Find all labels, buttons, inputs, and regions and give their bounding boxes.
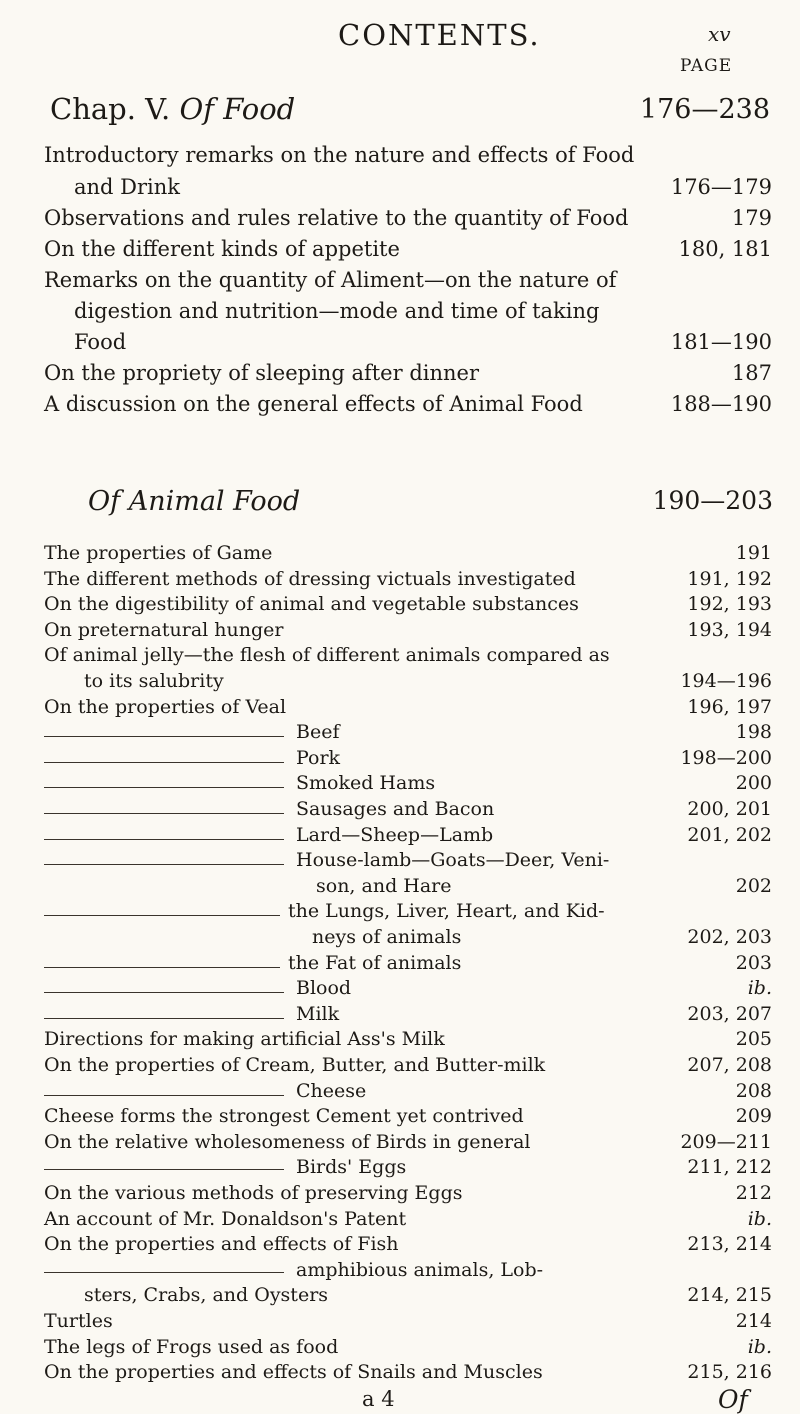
entry-pages: 192, 193 [687, 593, 772, 616]
toc-entry [44, 1052, 772, 1078]
entry-text: House-lamb—Goats—Deer, Veni- [296, 849, 610, 872]
entry-pages: 212 [735, 1182, 772, 1204]
entry-pages: 214, 215 [687, 1284, 772, 1307]
entry-pages: ib. [747, 977, 772, 1000]
toc-entry [44, 617, 772, 643]
entry-pages: 213, 214 [687, 1233, 772, 1256]
toc-entry [44, 745, 772, 771]
toc-entry [44, 327, 772, 357]
toc-entry [44, 389, 772, 419]
entry-pages: 179 [731, 206, 772, 230]
entry-text: On the properties and effects of Fish [44, 1233, 399, 1256]
entry-text: Food [74, 330, 127, 354]
chapter-title: Of Food [179, 92, 296, 126]
toc-entry [44, 234, 772, 264]
ditto-rule [44, 967, 280, 968]
entry-text: An account of Mr. Donaldson's Patent [44, 1207, 407, 1230]
entry-text: On the relative wholesomeness of Birds in general [44, 1130, 531, 1153]
entry-pages: 207, 208 [687, 1054, 772, 1076]
chapter-heading [50, 92, 770, 136]
toc-entry [44, 1334, 772, 1360]
entry-text: On the different kinds of appetite [44, 237, 400, 261]
ditto-rule [44, 1095, 284, 1096]
toc-entry [44, 770, 772, 796]
entry-text: Birds' Eggs [296, 1156, 407, 1179]
entry-pages: 193, 194 [687, 618, 772, 641]
toc-entry [44, 1257, 772, 1283]
entry-text: Observations and rules relative to the quantity of Food [44, 206, 629, 230]
entry-text: and Drink [74, 175, 181, 199]
toc-entry [44, 1206, 772, 1232]
toc-entry [44, 1359, 772, 1385]
section-heading [88, 486, 773, 526]
ditto-rule [44, 839, 284, 840]
ditto-rule [44, 787, 284, 788]
entry-pages: 200 [735, 772, 772, 795]
entry-text: A discussion on the general effects of Animal Food [44, 392, 583, 416]
toc-entry [44, 566, 772, 592]
running-title: CONTENTS. [338, 18, 541, 52]
entry-pages: 201, 202 [687, 823, 772, 846]
toc-entry [44, 796, 772, 822]
toc-entry [44, 172, 772, 202]
entry-text: On the digestibility of animal and vegetable substances [44, 593, 579, 616]
toc-entry [44, 1026, 772, 1052]
entry-pages: 203, 207 [687, 1002, 772, 1025]
entry-text: neys of animals [312, 926, 462, 948]
ditto-rule [44, 915, 280, 916]
running-head [0, 8, 800, 76]
entry-text: Milk [296, 1002, 340, 1025]
toc-entry [44, 975, 772, 1001]
entry-text: Smoked Hams [296, 772, 436, 795]
entry-pages: 180, 181 [678, 237, 772, 261]
toc-entry [44, 924, 772, 950]
entry-text: On the properties of Cream, Butter, and Butter-milk [44, 1054, 546, 1076]
toc-entry [44, 296, 772, 326]
entry-text: Beef [296, 721, 340, 744]
ditto-rule [44, 813, 284, 814]
ditto-rule [44, 762, 284, 763]
entry-pages: 200, 201 [687, 798, 772, 820]
toc-entry [44, 950, 772, 976]
toc-entry [44, 1231, 772, 1257]
toc-entry [44, 668, 772, 694]
entry-text: Of animal jelly—the flesh of different animals compared as [44, 644, 610, 667]
entry-pages: 194—196 [680, 670, 772, 692]
entry-pages: 198 [735, 721, 772, 744]
page-column-label: PAGE [680, 56, 733, 76]
entry-pages: 187 [731, 361, 772, 385]
entry-pages: 209—211 [680, 1130, 772, 1153]
toc-entry [44, 719, 772, 745]
section-title: Of Animal Food [88, 486, 301, 517]
entry-text: Directions for making artificial Ass's Milk [44, 1028, 445, 1051]
catchword: Of [718, 1384, 748, 1414]
toc-entry [44, 265, 772, 295]
entry-text: to its salubrity [84, 670, 224, 692]
entry-text: The different methods of dressing victuals investigated [44, 567, 576, 590]
ditto-rule [44, 736, 284, 737]
toc-entry [44, 642, 772, 668]
folio-number: xv [708, 22, 731, 46]
chapter-pages: 176—238 [639, 94, 770, 125]
entry-text: the Fat of animals [288, 951, 462, 974]
toc-entry [44, 847, 772, 873]
entry-text: son, and Hare [316, 874, 452, 897]
ditto-rule [44, 1169, 284, 1170]
ditto-rule [44, 864, 284, 865]
entry-text: Remarks on the quantity of Aliment—on the nature of [44, 268, 617, 292]
entry-pages: ib. [747, 1207, 772, 1230]
toc-entry [44, 1078, 772, 1104]
signature-mark: a 4 [362, 1386, 395, 1411]
entry-text: The properties of Game [44, 542, 273, 564]
ditto-rule [44, 992, 284, 993]
toc-entry [44, 822, 772, 848]
entry-pages: 188—190 [670, 392, 772, 416]
entry-text: Lard—Sheep—Lamb [296, 823, 494, 846]
toc-entry [44, 1103, 772, 1129]
entry-pages: 198—200 [680, 746, 772, 769]
entry-text: amphibious animals, Lob- [296, 1258, 544, 1281]
entry-text: Blood [296, 977, 352, 1000]
toc-entry [44, 358, 772, 388]
entry-pages: 191 [735, 542, 772, 564]
entry-text: On preternatural hunger [44, 618, 284, 641]
toc-entry [44, 1308, 772, 1334]
entry-text: Turtles [44, 1310, 113, 1332]
entry-pages: 181—190 [670, 330, 772, 354]
entry-pages: 209 [735, 1105, 772, 1128]
toc-entry [44, 694, 772, 720]
toc-entry [44, 1001, 772, 1027]
toc-entry [44, 873, 772, 899]
entry-pages: 202, 203 [687, 926, 772, 948]
entry-pages: 196, 197 [687, 695, 772, 718]
entry-text: sters, Crabs, and Oysters [84, 1284, 329, 1307]
entry-text: Sausages and Bacon [296, 798, 495, 820]
entry-pages: 211, 212 [687, 1156, 772, 1179]
ditto-rule [44, 1272, 284, 1273]
entry-text: On the propriety of sleeping after dinner [44, 361, 480, 385]
toc-entry [44, 140, 772, 170]
entry-text: On the properties of Veal [44, 695, 287, 718]
entry-pages: 202 [735, 874, 772, 897]
entry-pages: 205 [735, 1028, 772, 1051]
entry-text: Cheese [296, 1079, 367, 1102]
toc-entry [44, 1282, 772, 1308]
toc-entry [44, 898, 772, 924]
toc-entry [44, 1129, 772, 1155]
entry-pages: 176—179 [670, 175, 772, 199]
entry-text: Cheese forms the strongest Cement yet contrived [44, 1105, 524, 1128]
toc-entry [44, 1154, 772, 1180]
entry-text: digestion and nutrition—mode and time of taking [74, 299, 600, 323]
toc-entry [44, 591, 772, 617]
chapter-label: Chap. V. [50, 92, 171, 126]
entry-pages: ib. [747, 1335, 772, 1358]
entry-pages: 203 [735, 951, 772, 974]
entry-text: Pork [296, 746, 341, 769]
toc-entry [44, 203, 772, 233]
section-pages: 190—203 [652, 486, 773, 515]
entry-text: On the properties and effects of Snails and Muscles [44, 1361, 543, 1384]
entry-pages: 191, 192 [687, 567, 772, 590]
entry-pages: 215, 216 [687, 1361, 772, 1384]
ditto-rule [44, 1018, 284, 1019]
toc-entry [44, 1180, 772, 1206]
entry-text: Introductory remarks on the nature and effects of Food [44, 143, 635, 167]
entry-pages: 214 [735, 1310, 772, 1332]
toc-entry [44, 540, 772, 566]
entry-text: On the various methods of preserving Eggs [44, 1182, 463, 1204]
entry-pages: 208 [735, 1079, 772, 1102]
entry-text: the Lungs, Liver, Heart, and Kid- [288, 900, 605, 923]
entry-text: The legs of Frogs used as food [44, 1335, 339, 1358]
